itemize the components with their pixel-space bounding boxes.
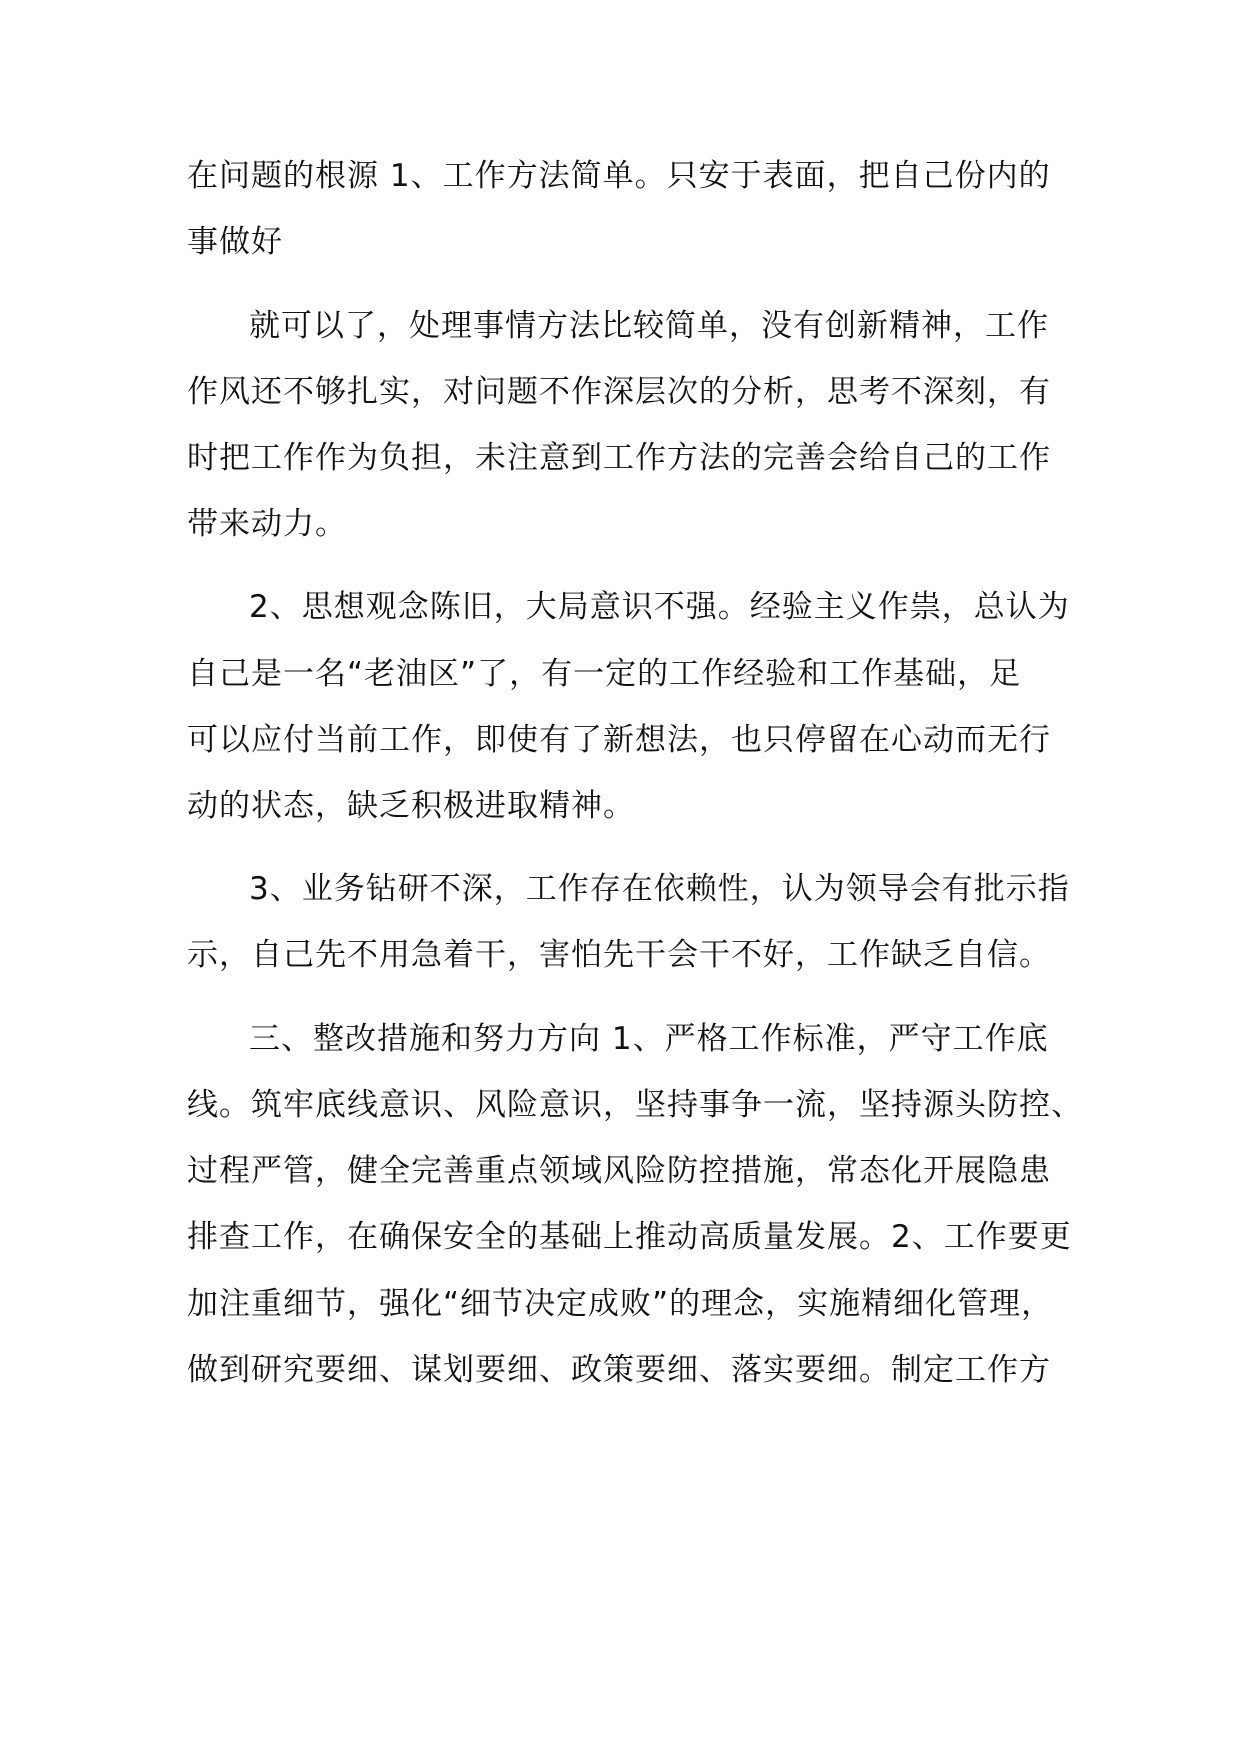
text-line: 时把工作作为负担，未注意到工作方法的完善会给自己的工作 [187,440,1051,476]
text-line: 带来动力。 [187,506,347,542]
text-line: 动的状态，缺乏积极进取精神。 [187,788,635,824]
text-line: 事做好 [187,224,283,260]
text-line: 做到研究要细、谋划要细、政策要细、落实要细。制定工作方 [187,1352,1051,1388]
paragraph-first-line: 3、业务钻研不深，工作存在依赖性，认为领导会有批示指 [249,871,1070,907]
paragraph-first-line: 2、思想观念陈旧，大局意识不强。经验主义作祟，总认为 [249,589,1070,625]
text-line: 线。筑牢底线意识、风险意识，坚持事争一流，坚持源头防控、 [187,1087,1083,1123]
text-line: 加注重细节，强化“细节决定成败”的理念，实施精细化管理， [187,1286,1054,1322]
paragraph-first-line: 三、整改措施和努力方向 1、严格工作标准，严守工作底 [249,1021,1049,1057]
text-line: 示，自己先不用急着干，害怕先干会干不好，工作缺乏自信。 [187,937,1051,973]
text-line: 作风还不够扎实，对问题不作深层次的分析，思考不深刻，有 [187,374,1051,410]
text-line: 自己是一名“老油区”了，有一定的工作经验和工作基础，足 [187,656,1022,692]
paragraph-first-line: 就可以了，处理事情方法比较简单，没有创新精神，工作 [249,308,1049,344]
text-line: 过程严管，健全完善重点领域风险防控措施，常态化开展隐患 [187,1153,1051,1189]
text-line: 在问题的根源 1、工作方法简单。只安于表面，把自己份内的 [187,158,1051,194]
text-line: 可以应付当前工作，即使有了新想法，也只停留在心动而无行 [187,722,1051,758]
text-line: 排查工作，在确保安全的基础上推动高质量发展。2、工作要更 [187,1219,1072,1255]
